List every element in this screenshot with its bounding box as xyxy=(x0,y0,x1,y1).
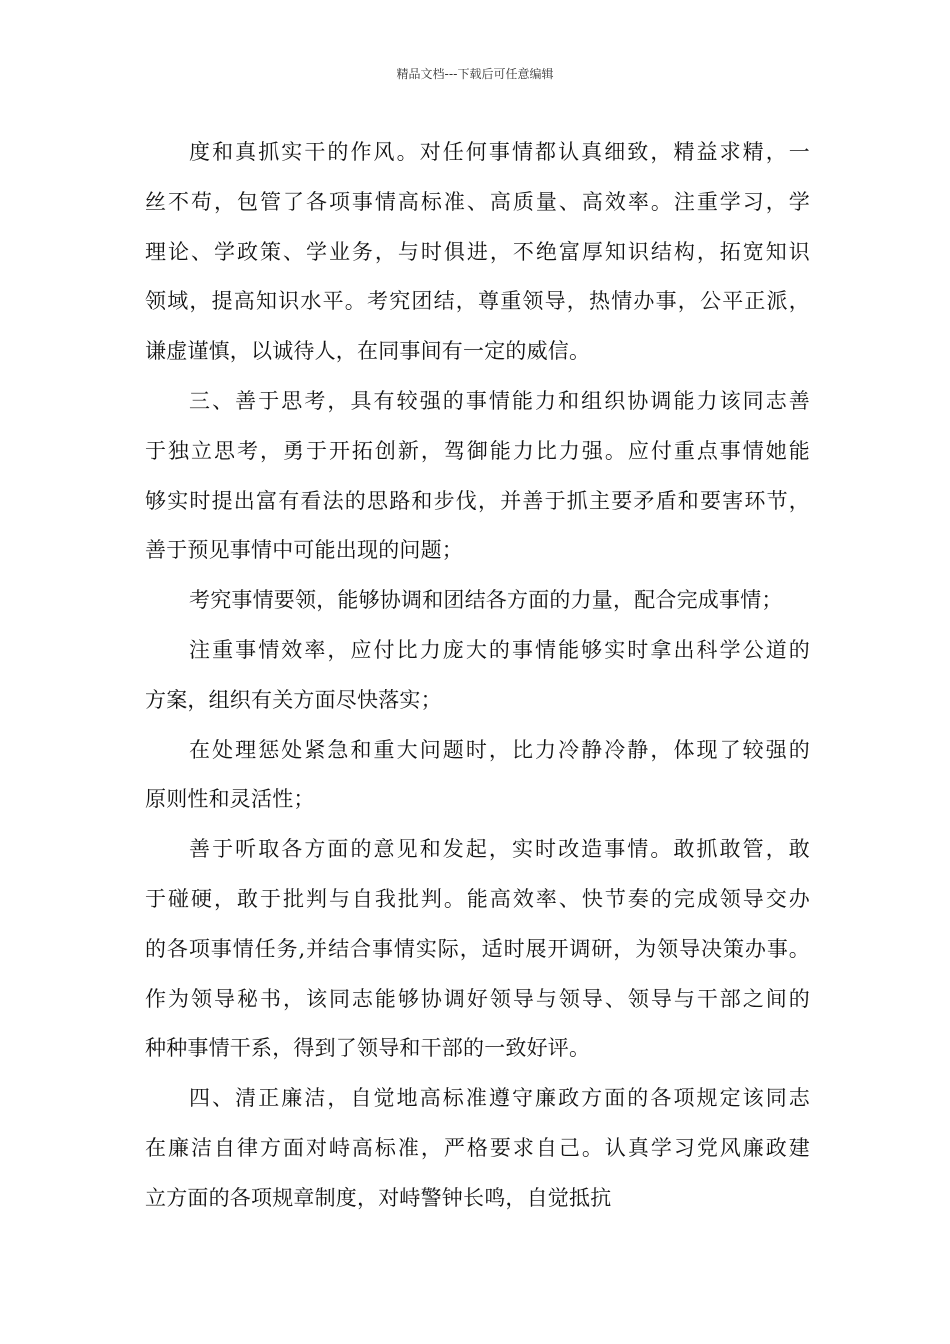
text-line: 在廉洁自律方面对峙高标准，严格要求自己。认真学习党风廉政建 xyxy=(145,1135,810,1160)
text-line: 作为领导秘书，该同志能够协调好领导与领导、领导与干部之间的 xyxy=(145,986,810,1011)
text-line: 够实时提出富有看法的思路和步伐，并善于抓主要矛盾和要害环节， xyxy=(145,488,810,513)
text-line: 善于预见事情中可能出现的问题； xyxy=(145,538,463,563)
text-line: 理论、学政策、学业务，与时俱进，不绝富厚知识结构，拓宽知识 xyxy=(145,239,810,264)
text-line: 于独立思考，勇于开拓创新，驾御能力比力强。应付重点事情她能 xyxy=(145,438,810,463)
text-line: 种种事情干系，得到了领导和干部的一致好评。 xyxy=(145,1036,591,1061)
text-line: 领域，提高知识水平。考究团结，尊重领导，热情办事，公平正派， xyxy=(145,289,810,314)
text-line: 原则性和灵活性； xyxy=(145,787,315,812)
text-line: 四、清正廉洁，自觉地高标准遵守廉政方面的各项规定该同志 xyxy=(189,1086,810,1111)
text-line: 丝不苟，包管了各项事情高标准、高质量、高效率。注重学习，学 xyxy=(145,189,810,214)
text-line: 谦虚谨慎，以诚待人，在同事间有一定的威信。 xyxy=(145,339,591,364)
text-line: 三、善于思考，具有较强的事情能力和组织协调能力该同志善 xyxy=(189,388,810,413)
text-line: 方案，组织有关方面尽快落实； xyxy=(145,687,442,712)
text-line: 考究事情要领，能够协调和团结各方面的力量，配合完成事情； xyxy=(189,588,783,613)
text-line: 的各项事情任务,并结合事情实际，适时展开调研，为领导决策办事。 xyxy=(145,936,810,961)
text-line: 善于听取各方面的意见和发起，实时改造事情。敢抓敢管，敢 xyxy=(189,837,810,862)
document-body xyxy=(145,128,810,1224)
text-line: 在处理惩处紧急和重大问题时，比力冷静冷静，体现了较强的 xyxy=(189,737,810,762)
page-header: 精品文档---下载后可任意编辑 xyxy=(396,67,554,81)
text-line: 于碰硬，敢于批判与自我批判。能高效率、快节奏的完成领导交办 xyxy=(145,886,810,911)
text-line: 注重事情效率，应付比力庞大的事情能够实时拿出科学公道的 xyxy=(189,637,810,662)
text-line: 度和真抓实干的作风。对任何事情都认真细致，精益求精，一 xyxy=(189,140,810,164)
text-line: 立方面的各项规章制度，对峙警钟长鸣，自觉抵抗 xyxy=(145,1185,612,1210)
